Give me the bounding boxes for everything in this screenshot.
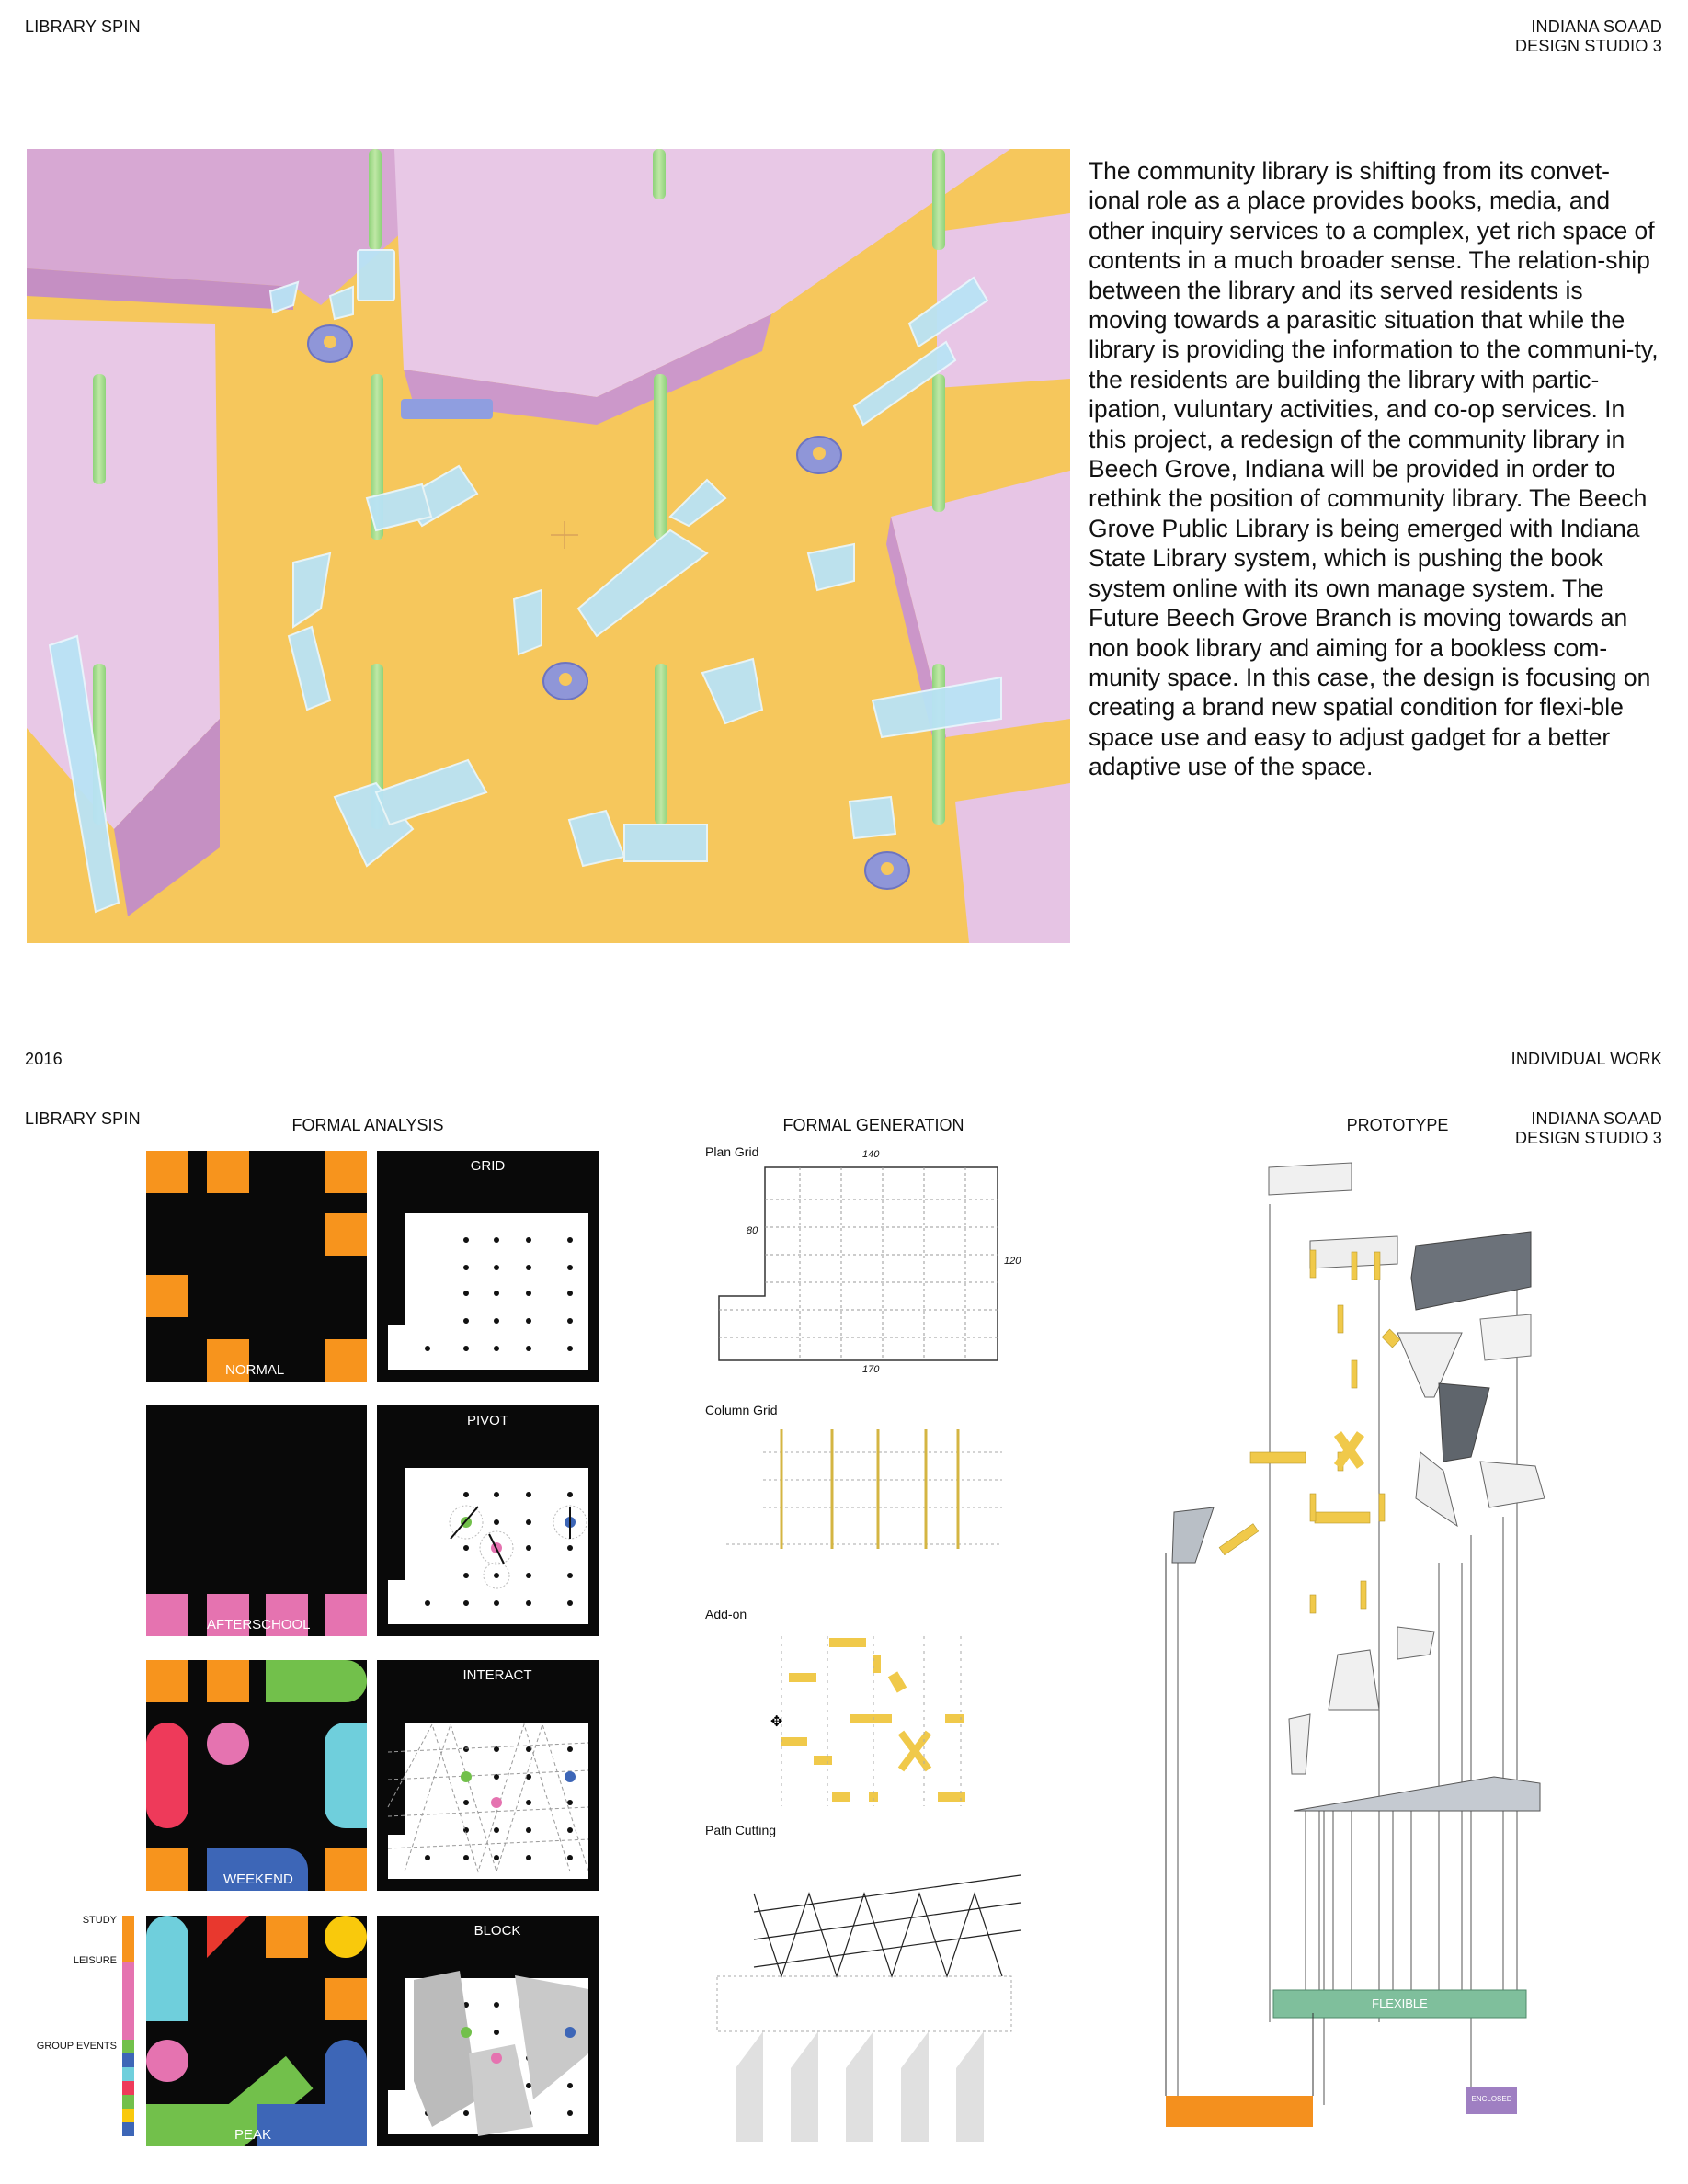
grid-dot: [463, 1545, 469, 1551]
label-weekend: WEEKEND: [223, 1871, 293, 1887]
grid-dot: [463, 1800, 469, 1805]
axonometric-render: [27, 149, 1070, 943]
grid-dot: [463, 2110, 469, 2116]
path-cutting-diagram: [708, 1838, 1030, 2151]
grid-dot: [567, 1291, 573, 1296]
legend-leisure: LEISURE: [73, 1955, 117, 1966]
school-name-bottom: INDIANA SOAAD: [1531, 1109, 1662, 1128]
label-path-cutting: Path Cutting: [705, 1823, 777, 1837]
label-pivot: PIVOT: [466, 1413, 508, 1428]
grid-dot: [425, 1600, 430, 1606]
legend-study: STUDY: [82, 1915, 117, 1926]
label-plan-grid: Plan Grid: [705, 1144, 759, 1159]
grid-dot: [463, 1600, 469, 1606]
grid-dot: [526, 1346, 531, 1351]
grid-dot: [567, 1573, 573, 1578]
analysis-grid-diagram: [377, 1151, 599, 1382]
legend-group-events: GROUP EVENTS: [36, 2041, 117, 2052]
project-title-bottom: LIBRARY SPIN: [25, 1109, 141, 1128]
grid-dot: [463, 1746, 469, 1752]
grid-dot: [494, 1827, 499, 1833]
grid-dot: [494, 2030, 499, 2035]
grid-dot: [567, 1855, 573, 1860]
grid-dot: [463, 1346, 469, 1351]
grid-dot: [526, 2083, 531, 2088]
move-icon: ✥: [770, 1712, 783, 1730]
dim-left: 80: [747, 1225, 758, 1236]
label-peak: PEAK: [234, 2127, 272, 2143]
grid-dot: [526, 1519, 531, 1525]
dim-bottom: 170: [862, 1364, 880, 1375]
grid-dot: [526, 1237, 531, 1243]
grid-dot: [494, 1519, 499, 1525]
label-block: BLOCK: [473, 1923, 521, 1939]
grid-dot: [526, 1774, 531, 1780]
section-prototype: PROTOTYPE: [1346, 1116, 1449, 1134]
studio-name-bottom: DESIGN STUDIO 3: [1514, 1129, 1662, 1147]
year-label: 2016: [25, 1050, 63, 1068]
grid-dot: [567, 1600, 573, 1606]
grid-dot: [526, 1600, 531, 1606]
grid-dot: [526, 1291, 531, 1296]
grid-dot: [463, 1237, 469, 1243]
grid-dot: [463, 1855, 469, 1860]
grid-dot: [494, 1492, 499, 1497]
label-add-on: Add-on: [705, 1607, 747, 1621]
grid-dot: [463, 1573, 469, 1578]
grid-dot: [425, 1855, 430, 1860]
school-name: INDIANA SOAAD: [1531, 17, 1662, 36]
grid-dot: [494, 1318, 499, 1324]
analysis-pivot-diagram: [377, 1405, 599, 1636]
grid-dot: [526, 1318, 531, 1324]
grid-dot: [494, 1237, 499, 1243]
grid-dot: [567, 1746, 573, 1752]
grid-dot: [494, 1265, 499, 1270]
legend-color-bar: [122, 1916, 134, 2136]
grid-dot: [494, 1573, 499, 1578]
grid-dot: [526, 1573, 531, 1578]
label-flexible: FLEXIBLE: [1372, 1996, 1428, 2010]
section-formal-generation: FORMAL GENERATION: [782, 1116, 964, 1134]
section-formal-analysis: FORMAL ANALYSIS: [291, 1116, 444, 1134]
label-fixed: FIXED: [1221, 2129, 1258, 2143]
project-description: The community library is shifting from its convet-ional role as a place provides books, media, and other inquiry services to a complex, yet rich space of contents in a much broader sense. The relation-ship between the library and its served residents is moving towards a parasitic situation that while the library is providing the information to the communi-ty, the residents are building the library with partic-ipation, vuluntary activities, and co-op services. In this project, a redesign of the community library in Beech Grove, Indiana will be provided in order to rethink the position of community library. The Beech Grove Public Library is being emerged with Indiana State Library system, which is pushing the book system online with its own manage system. The Future Beech Grove Branch is moving towards an non book library and aiming for a bookless com-munity space. In this case, the design is focusing on creating a brand new spatial condition for flexi-ble space use and easy to adjust gadget for a better adaptive use of the space.: [1089, 157, 1659, 781]
label-normal: NORMAL: [225, 1362, 285, 1378]
analysis-panel-weekend: [146, 1660, 367, 1891]
grid-dot: [567, 1800, 573, 1805]
grid-dot: [494, 2002, 499, 2008]
grid-dot: [425, 1346, 430, 1351]
dim-top: 140: [862, 1149, 880, 1160]
school-label-top: [1515, 17, 1662, 56]
grid-dot: [463, 1265, 469, 1270]
grid-dot: [463, 1291, 469, 1296]
grid-dot: [526, 1492, 531, 1497]
studio-name: DESIGN STUDIO 3: [1514, 37, 1662, 55]
grid-dot: [567, 1492, 573, 1497]
grid-dot: [567, 1237, 573, 1243]
grid-dot: [526, 1746, 531, 1752]
grid-dot: [567, 1265, 573, 1270]
grid-dot: [526, 1800, 531, 1805]
grid-dot: [463, 1318, 469, 1324]
analysis-interact-diagram: [377, 1660, 599, 1891]
grid-dot: [526, 1827, 531, 1833]
grid-dot: [567, 2110, 573, 2116]
grid-dot: [494, 1291, 499, 1296]
grid-dot: [526, 1855, 531, 1860]
label-grid: GRID: [470, 1158, 506, 1174]
grid-dot: [567, 1318, 573, 1324]
grid-dot: [494, 1600, 499, 1606]
label-afterschool: AFTERSCHOOL: [207, 1617, 311, 1632]
plan-grid-diagram: [708, 1158, 1021, 1370]
label-enclosed: ENCLOSED: [1471, 2095, 1512, 2103]
analysis-panel-afterschool: [146, 1405, 367, 1636]
grid-dot: [567, 1346, 573, 1351]
grid-dot: [567, 1545, 573, 1551]
analysis-block-diagram: [377, 1916, 599, 2146]
school-label-bottom: [1515, 1109, 1662, 1148]
grid-dot: [526, 1265, 531, 1270]
analysis-panel-normal: [146, 1151, 367, 1382]
work-type-label: INDIVIDUAL WORK: [1511, 1050, 1662, 1068]
grid-dot: [567, 1827, 573, 1833]
label-interact: INTERACT: [462, 1667, 532, 1683]
analysis-panel-peak: [146, 1916, 367, 2146]
label-column-grid: Column Grid: [705, 1403, 778, 1417]
project-title-top: LIBRARY SPIN: [25, 17, 141, 36]
grid-dot: [567, 2083, 573, 2088]
grid-dot: [494, 1855, 499, 1860]
grid-dot: [494, 1346, 499, 1351]
dim-right: 120: [1004, 1256, 1021, 1267]
add-on-diagram: [763, 1627, 1002, 1811]
grid-dot: [526, 1545, 531, 1551]
grid-dot: [463, 1492, 469, 1497]
column-grid-diagram: [717, 1425, 1011, 1581]
